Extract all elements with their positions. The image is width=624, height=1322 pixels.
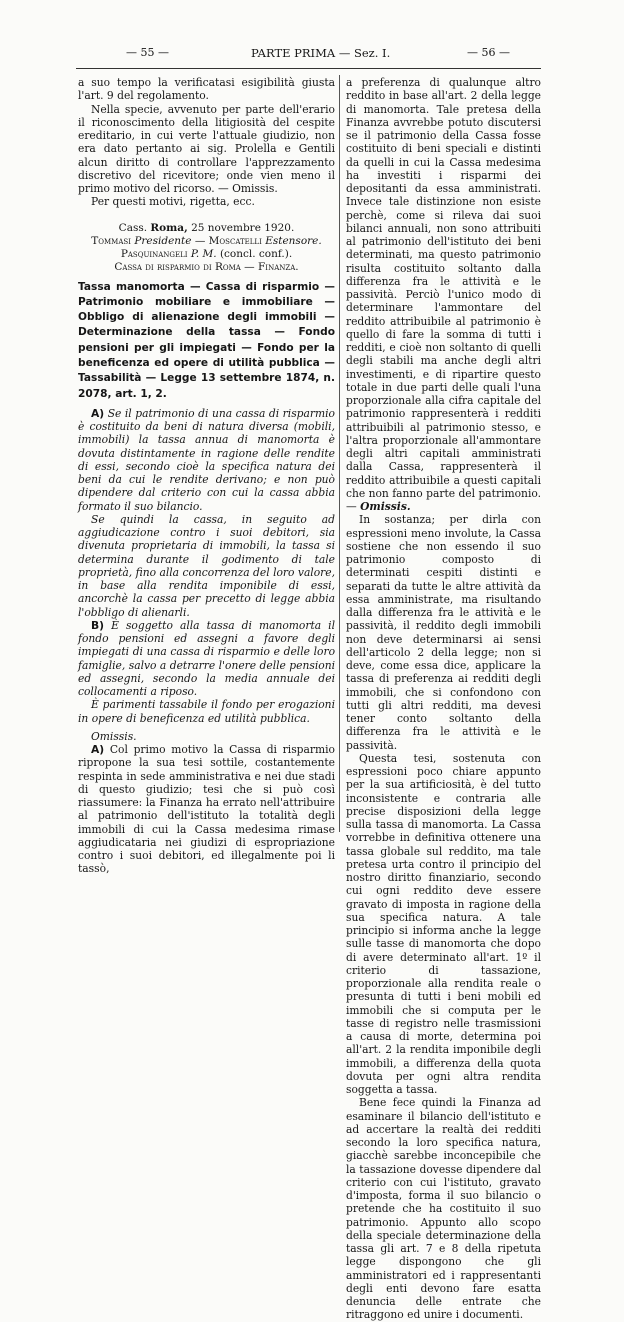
paragraph: Questa tesi, sostenuta con espressioni poco chiare appunto per la sua artificiosità, è del tutto inconsistente e contraria alle precise disposizioni della legge sulla tassa di manomorta. La Cassa vorrebbe in definitiva ottenere una tassa globale sul reddito, ma tale pretesa urta contro il principio del nostro diritto finanziario, secondo cui ogni reddito deve essere gravato di imposta in ragione della sua specifica natura. A tale principio si informa anche la legge sulle tasse di manomorta che dopo di avere determinato all'art. 1º il criterio di tassazione, proporzionale alla rendita reale o presunta di tutti i beni mobili ed immobili che si computa per le tasse di registro nelle trasmissioni a causa di morte, determina poi all'art. 2 la rendita imponibile degli immobili, a differenza della quota dovuta per ogni altra rendita soggetta a tassa. xyxy=(346,751,541,1096)
paragraph: Nella specie, avvenuto per parte dell'erario il riconoscimento della litigiosità del cespite ereditario, in cui verte l'attuale giudizio, non era dato pertanto ai sig. Prolella e Gentili alcun diritto di controllare l'apprezzamento discretivo del ricevitore; onde vien meno il primo motivo del ricorso. — Omissis. xyxy=(78,102,335,195)
motive-a: A) Col primo motivo la Cassa di risparmio ripropone la sua tesi sottile, costantemente respinta in sede amministrativa e nei due stadi di questo giudizio; tesi che si può così riassumere: la Finanza ha errato nell'attribuire al patrimonio dell'istituto la totalità degli immobili di cui la Cassa medesima rimase aggiudicataria nei giudizi di espropriazione contro i suoi debitori, ed illegalmente poi li tassò, xyxy=(78,743,335,876)
page-header xyxy=(76,46,541,62)
maxim-a-continued: Se quindi la cassa, in seguito ad aggiudicazione contro i suoi debitori, sia divenuta proprietaria di immobili, la tassa si determina durante il godimento di tale proprietà, fino alla concorrenza del loro valore, in base alla rendita imponibile di essi, ancorchè la cassa per precetto di legge abbia l'obbligo di alienarli. xyxy=(78,512,335,619)
case-title: Tassa manomorta — Cassa di risparmio — Patrimonio mobiliare e immobiliare — Obbligo di alienazione degli immobili — Determinazione della tassa — Fondo pensioni per gli impiegati — Fondo per la beneficenza ed opere di utilità pubblica — Tassabilità — Legge 13 settembre 1874, n. 2078, art. 1, 2. xyxy=(78,280,335,400)
column-divider xyxy=(339,75,340,832)
court-heading xyxy=(78,222,335,275)
running-title: PARTE PRIMA — Sez. I. xyxy=(251,46,391,60)
paragraph: In sostanza; per dirla con espressioni meno involute, la Cassa sostiene che non essendo il suo patrimonio composto di determinati cespiti distinti e separati da tutte le altre attività da essa amministrate, ma risultando dalla differenza fra le attività e le passività, il reddito degli immobili non deve determinarsi ai sensi dell'articolo 2 della legge; non si deve, come essa dice, applicare la tassa di preferenza ai redditi degli immobili, che si confondono con tutti gli altri redditi, ma devesi tener conto soltanto della differenza fra le attività e le passività. xyxy=(346,513,541,752)
omissis: Omissis. xyxy=(91,729,137,743)
motive-a-marker: A) xyxy=(91,743,105,757)
paragraph: a suo tempo la verificatasi esigibilità giusta l'art. 9 del regolamento. xyxy=(78,76,335,103)
right-column xyxy=(346,76,541,1322)
header-rule xyxy=(76,68,541,69)
court-pm-line: Pasquinangeli P. M. (concl. conf.). xyxy=(120,248,293,260)
maxim-a: A) Se il patrimonio di una cassa di risparmio è costituito da beni di natura diversa (mobili, immobili) la tassa annua di manomorta è dovuta distintamente in ragione delle rendite di essi, secondo cioè la specifica natura dei beni da cui le rendite derivano; e non può dipendere dal criterio con cui la cassa abbia formato il suo bilancio. xyxy=(78,406,335,513)
maxim-b-continued: È parimenti tassabile il fondo per erogazioni in opere di beneficenza ed utilità pubblica. xyxy=(78,698,335,725)
maxim-a-marker: A) xyxy=(91,406,105,420)
maxim-b-marker: B) xyxy=(91,618,105,632)
paragraph: Bene fece quindi la Finanza ad esaminare il bilancio dell'istituto e ad accertare la realtà dei redditi secondo la loro specifica natura, giacchè sarebbe inconcepibile che la tassazione dovesse dipendere dal criterio con cui l'istituto, gravato d'imposta, forma il suo bilancio o pretende che ha costituito il suo patrimonio. Appunto allo scopo della speciale determinazione della tassa gli art. 7 e 8 della ripetuta legge dispongono che gli amministratori ed i rappresentanti degli enti devono fare esatta denuncia delle entrate che ritraggono ed unire i documenti. xyxy=(346,1096,541,1322)
paragraph: a preferenza di qualunque altro reddito in base all'art. 2 della legge di manomorta. Tale pretesa della Finanza avvrebbe potuto discutersi se il patrimonio della Cassa fosse costituito di beni speciali e distinti da quelli in cui la Cassa medesima ha investiti i risparmi dei depositanti da essa amministrati. Invece tale distinzione non esiste perchè, come si rileva dai suoi bilanci annuali, non sono attribuiti al patrimonio dell'istituto dei beni determinati, ma questo patrimonio risulta costituito soltanto dalla differenza fra le attività e le passività. Perciò l'unico modo di determinare l'ammontare del reddito attribuibile al patrimonio è quello di fare la somma di tutti i redditi, e cioè non soltanto di quelli degli stabili ma anche degli altri investimenti, e di ripartire questo totale in due parti delle quali l'una proporzionale alla cifra capitale del patrimonio rappresenterà i redditi attribuibili al patrimonio stesso, e l'altra proporzionale all'ammontare degli altri capitali amministrati dalla Cassa, rappresenterà il reddito attribuibile a questi capitali che non fanno parte del patrimonio. — Omissis. xyxy=(346,76,541,513)
court-date-line: Cass. Roma, 25 novembre 1920. xyxy=(118,221,295,234)
court-parties-line: Cassa di risparmio di Roma — Finanza. xyxy=(114,261,299,274)
court-judges-line: Tommasi Presidente — Moscatelli Estensore. xyxy=(91,234,322,247)
paragraph: Per questi motivi, rigetta, ecc. xyxy=(91,195,255,209)
page-number-right: — 56 — xyxy=(467,46,510,59)
left-column xyxy=(78,76,335,876)
page-number-left: — 55 — xyxy=(126,46,169,59)
maxim-b: B) È soggetto alla tassa di manomorta il fondo pensioni ed assegni a favore degli impiegati di una cassa di risparmio e delle loro famiglie, salvo a detrarre l'onere delle pensioni ed assegni, secondo la media annuale dei collocamenti a riposo. xyxy=(78,618,335,699)
